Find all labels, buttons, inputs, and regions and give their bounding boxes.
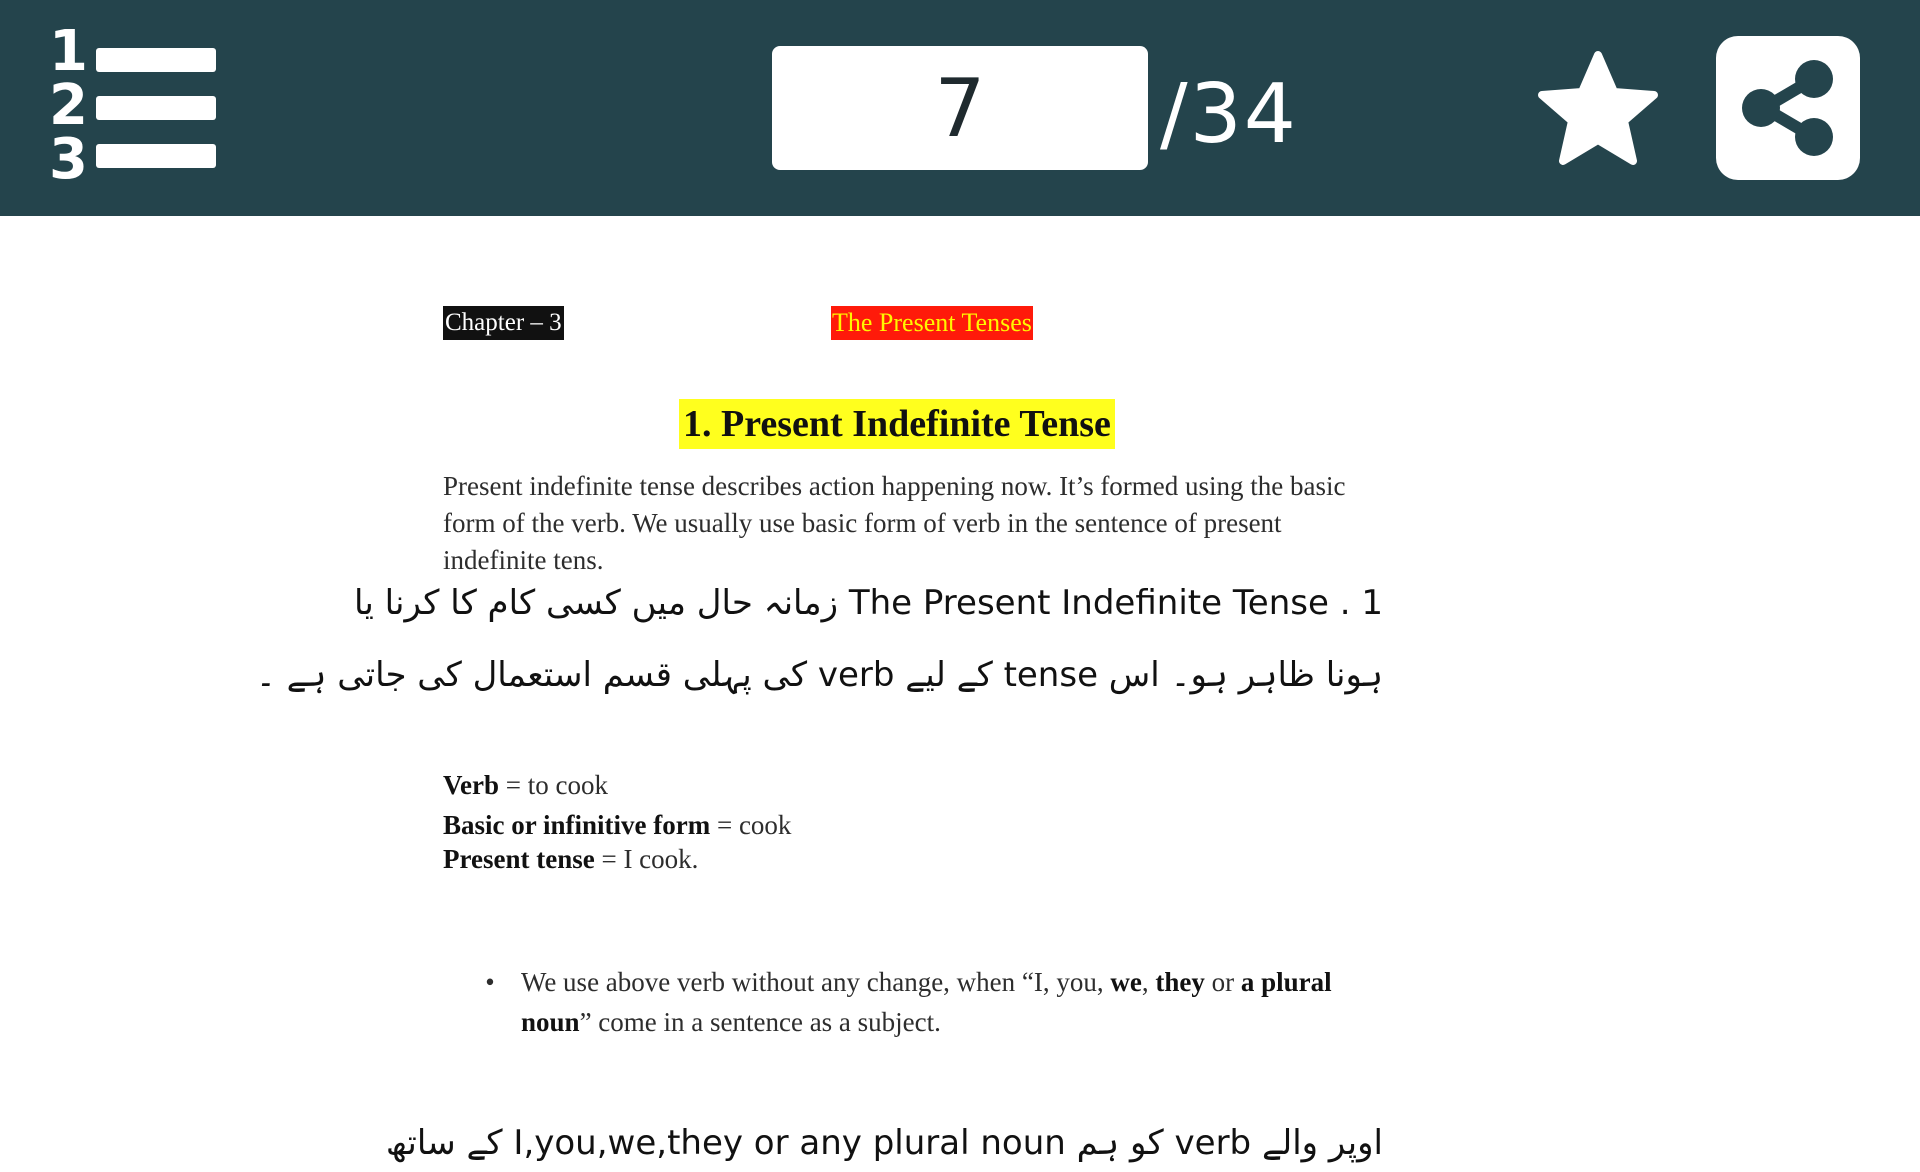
definition-label: Present tense: [443, 844, 595, 874]
bullet-comma: ,: [1141, 967, 1156, 997]
definition-value: = I cook.: [594, 844, 699, 874]
definition-value: = cook: [710, 810, 792, 840]
definition-value: = to cook: [499, 770, 608, 800]
reader-toolbar: [0, 0, 1920, 216]
bullet-text-part: ” come in a sentence as a subject.: [579, 1007, 941, 1037]
page-total: /34: [1160, 67, 1298, 162]
share-icon: [1716, 36, 1860, 180]
table-of-contents-button[interactable]: [44, 18, 230, 196]
urdu-explanation-line-2: ہونا ظاہر ہو۔ اس tense کے لیے verb کی پہلی قسم استعمال کی جاتی ہے ۔: [255, 655, 1383, 695]
page-number-input[interactable]: [772, 46, 1148, 170]
definition-row: [443, 808, 791, 842]
index-number-3: 3: [49, 127, 88, 192]
page-number-field[interactable]: [772, 46, 1148, 170]
bullet-text-part: We use above verb without any change, when “I, you,: [521, 967, 1111, 997]
list-line-2: [96, 96, 216, 120]
bullet-text-part: or: [1204, 967, 1241, 997]
index-number-2: 2: [49, 73, 88, 138]
urdu-explanation-line-3: اوپر والے verb کو ہم I,you,we,they or any plural noun کے ساتھ: [385, 1123, 1383, 1163]
list-line-1: [96, 48, 216, 72]
document-page[interactable]: [0, 216, 1920, 1163]
list-line-3: [96, 144, 216, 168]
lesson-heading: 1. Present Indefinite Tense: [679, 399, 1115, 449]
section-title: The Present Tenses: [831, 306, 1033, 340]
share-button[interactable]: [1716, 36, 1860, 180]
bullet-bold-plural-noun: a plural noun: [521, 967, 1332, 1037]
star-icon: [1536, 50, 1660, 168]
bullet-bold-they: they: [1155, 967, 1205, 997]
definition-label: Basic or infinitive form: [443, 810, 711, 840]
chapter-label: Chapter – 3: [443, 306, 564, 340]
urdu-explanation-line-1: 1 . The Present Indefinite Tense زمانہ حال میں کسی کام کا کرنا یا: [354, 583, 1383, 623]
bookmark-button[interactable]: [1536, 50, 1660, 168]
definition-row: [443, 842, 698, 876]
bullet-text: [521, 962, 1361, 1042]
intro-paragraph: Present indefinite tense describes action happening now. It’s formed using the basic form of the verb. We usually use basic form of verb in the sentence of present indefinite tens.: [443, 471, 1346, 575]
bullet-bold-we: we: [1110, 967, 1142, 997]
definition-label: Verb: [443, 770, 500, 800]
definition-row: [443, 768, 608, 802]
index-number-1: 1: [49, 19, 88, 84]
bullet-marker: •: [485, 967, 495, 997]
